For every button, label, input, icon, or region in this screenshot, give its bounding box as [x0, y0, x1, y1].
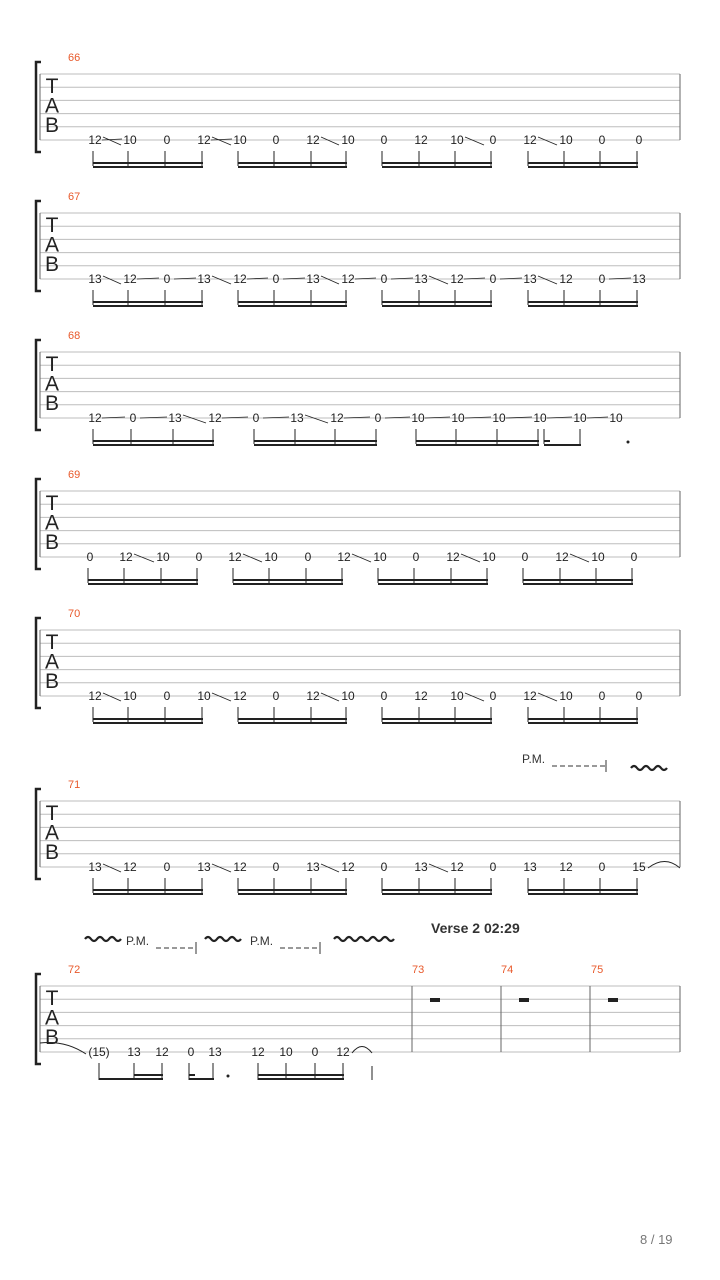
slide-mark: [538, 276, 557, 284]
note-beam: [544, 444, 581, 446]
measure-number: 71: [68, 779, 81, 791]
fret-number: 10: [450, 133, 464, 147]
fret-number: 0: [187, 1045, 195, 1059]
note-beam: [88, 583, 198, 585]
fret-number: 12: [330, 411, 344, 425]
note-beam: [382, 305, 492, 307]
note-beam: [93, 166, 203, 168]
fret-number: 10: [451, 411, 465, 425]
note-beam: [88, 579, 198, 581]
measure-number: 68: [68, 330, 81, 342]
whole-rest: [608, 998, 618, 1002]
note-beam: [382, 889, 492, 891]
note-beam: [528, 722, 638, 724]
fret-number: 13: [88, 272, 102, 286]
fret-number: 13: [523, 272, 537, 286]
whole-rest: [430, 998, 440, 1002]
fret-number: 10: [482, 550, 496, 564]
fret-number: 0: [163, 272, 171, 286]
fret-number: 0: [598, 860, 606, 874]
fret-number: 0: [163, 860, 171, 874]
fret-number: 12: [233, 689, 247, 703]
fret-number: 12: [88, 411, 102, 425]
fret-number: 0: [489, 689, 497, 703]
slide-mark: [183, 415, 206, 423]
note-beam: [134, 1074, 163, 1076]
tab-clef-letter: T: [45, 631, 59, 654]
note-beam: [382, 162, 492, 164]
section-marker: Verse 2 02:29: [431, 920, 520, 936]
fret-number: 0: [489, 272, 497, 286]
fret-number: 10: [123, 133, 137, 147]
note-beam: [382, 893, 492, 895]
fret-number: 0: [252, 411, 260, 425]
note-beam: [528, 889, 638, 891]
fret-number: 12: [119, 550, 133, 564]
note-beam: [378, 579, 488, 581]
fret-number: 12: [155, 1045, 169, 1059]
slide-mark: [429, 864, 448, 872]
fret-number: 10: [609, 411, 623, 425]
note-beam: [189, 1078, 214, 1080]
measure-number: 74: [501, 964, 514, 976]
measure-number: 75: [591, 964, 604, 976]
tab-clef-letter: A: [44, 511, 60, 535]
fret-number: 0: [380, 860, 388, 874]
slide-mark: [212, 864, 231, 872]
palm-mute-label: P.M.: [522, 752, 546, 766]
fret-number: 12: [414, 689, 428, 703]
fret-number: 12: [336, 1045, 350, 1059]
slide-mark: [212, 693, 231, 701]
vibrato-mark: [85, 937, 121, 941]
note-beam: [238, 722, 347, 724]
tab-system: [36, 191, 680, 307]
note-beam: [416, 444, 539, 446]
palm-mute-label: P.M.: [126, 934, 150, 948]
tab-clef-letter: T: [45, 214, 59, 237]
tab-clef-letter: A: [44, 372, 60, 396]
fret-number: 0: [272, 860, 280, 874]
fret-number: 12: [450, 860, 464, 874]
tab-clef-letter: B: [44, 841, 60, 864]
fret-number: 12: [88, 689, 102, 703]
fret-number: 0: [129, 411, 137, 425]
fret-number: 0: [598, 272, 606, 286]
fret-number: 12: [523, 133, 537, 147]
note-beam: [523, 583, 633, 585]
note-beam: [93, 718, 203, 720]
fret-number: 10: [492, 411, 506, 425]
fret-number: 12: [414, 133, 428, 147]
slide-mark: [461, 554, 480, 562]
fret-number: 0: [272, 272, 280, 286]
vibrato-mark: [334, 937, 394, 941]
tab-clef-letter: T: [45, 75, 59, 98]
fret-number: 12: [341, 860, 355, 874]
note-beam: [528, 893, 638, 895]
slide-mark: [103, 864, 121, 872]
fret-number: 13: [127, 1045, 141, 1059]
measure-number: 66: [68, 52, 81, 64]
note-beam: [382, 166, 492, 168]
tab-clef-letter: B: [44, 670, 60, 693]
tab-clef-letter: T: [45, 492, 59, 515]
tab-clef-letter: B: [44, 1026, 60, 1049]
slide-mark: [243, 554, 262, 562]
fret-number: 12: [197, 133, 211, 147]
fret-number: 12: [233, 272, 247, 286]
fret-number: 0: [304, 550, 312, 564]
fret-number: 12: [208, 411, 222, 425]
fret-number: 10: [341, 689, 355, 703]
note-beam: [528, 162, 638, 164]
fret-number: 10: [123, 689, 137, 703]
note-beam: [238, 162, 347, 164]
slide-mark: [570, 554, 589, 562]
fret-number: 13: [168, 411, 182, 425]
fret-number: 10: [279, 1045, 293, 1059]
slide-mark: [321, 276, 339, 284]
note-beam: [544, 440, 550, 442]
fret-number: 12: [337, 550, 351, 564]
fret-number: 10: [573, 411, 587, 425]
slide-mark: [103, 137, 121, 145]
fret-number: 10: [591, 550, 605, 564]
fret-number: 13: [523, 860, 537, 874]
note-beam: [238, 301, 347, 303]
note-beam: [238, 305, 347, 307]
tab-system: [36, 52, 680, 168]
tab-clef-letter: A: [44, 821, 60, 845]
note-beam: [233, 579, 343, 581]
slide-mark: [212, 137, 231, 145]
slide-mark: [429, 276, 448, 284]
note-beam: [382, 718, 492, 720]
note-beam: [99, 1078, 163, 1080]
slide-mark: [321, 137, 339, 145]
fret-number: 13: [414, 272, 428, 286]
fret-number: 10: [411, 411, 425, 425]
vibrato-mark: [205, 937, 241, 941]
slide-mark: [465, 137, 484, 145]
note-beam: [93, 440, 214, 442]
note-beam: [238, 718, 347, 720]
whole-rest: [519, 998, 529, 1002]
slide-mark: [352, 554, 371, 562]
tab-clef-letter: T: [45, 802, 59, 825]
note-beam: [528, 718, 638, 720]
tab-clef-letter: A: [44, 1006, 60, 1030]
fret-number: 13: [306, 860, 320, 874]
note-beam: [93, 893, 203, 895]
tab-system: [36, 779, 680, 895]
slide-mark: [321, 693, 339, 701]
fret-number: 10: [341, 133, 355, 147]
fret-number: 12: [228, 550, 242, 564]
fret-number: 13: [414, 860, 428, 874]
note-beam: [523, 579, 633, 581]
tab-clef-letter: B: [44, 531, 60, 554]
slide-mark: [538, 693, 557, 701]
fret-number: 13: [197, 860, 211, 874]
tab-clef-letter: A: [44, 94, 60, 118]
note-beam: [93, 301, 203, 303]
fret-number: 10: [233, 133, 247, 147]
tab-system: [36, 964, 680, 1080]
note-beam: [382, 301, 492, 303]
fret-number: 12: [341, 272, 355, 286]
fret-number: 10: [559, 689, 573, 703]
fret-number: 0: [412, 550, 420, 564]
palm-mute-label: P.M.: [250, 934, 274, 948]
palm-mute: [126, 934, 196, 954]
fret-number: 12: [233, 860, 247, 874]
measure-number: 69: [68, 469, 81, 481]
tab-system: [36, 469, 680, 585]
slide-mark: [134, 554, 154, 562]
note-beam: [416, 440, 539, 442]
note-beam: [233, 583, 343, 585]
fret-number: 0: [598, 133, 606, 147]
note-beam: [528, 301, 638, 303]
tab-clef-letter: B: [44, 392, 60, 415]
note-beam: [93, 162, 203, 164]
fret-number: 15: [632, 860, 646, 874]
fret-number: 0: [489, 133, 497, 147]
fret-number: 13: [88, 860, 102, 874]
fret-number: 12: [559, 272, 573, 286]
fret-number: 12: [306, 689, 320, 703]
measure-number: 73: [412, 964, 425, 976]
fret-number: 12: [306, 133, 320, 147]
note-beam: [93, 305, 203, 307]
fret-number: 13: [306, 272, 320, 286]
measure-number: 70: [68, 608, 81, 620]
note-beam: [254, 444, 377, 446]
note-beam: [93, 722, 203, 724]
fret-number: 0: [521, 550, 529, 564]
tab-clef-letter: B: [44, 253, 60, 276]
slide-mark: [103, 276, 121, 284]
slide-mark: [103, 693, 121, 701]
fret-number: 0: [598, 689, 606, 703]
fret-number: 0: [380, 133, 388, 147]
fret-number: 0: [635, 689, 643, 703]
fret-number: 12: [251, 1045, 265, 1059]
tab-clef-letter: A: [44, 233, 60, 257]
note-beam: [378, 583, 488, 585]
fret-number: 0: [86, 550, 94, 564]
tab-clef-letter: A: [44, 650, 60, 674]
dot: [227, 1075, 230, 1078]
fret-number: 12: [123, 860, 137, 874]
slide-mark: [305, 415, 328, 423]
fret-number: 13: [632, 272, 646, 286]
slide-mark: [465, 693, 484, 701]
note-beam: [238, 889, 347, 891]
fret-number: 0: [163, 689, 171, 703]
fret-number: 0: [630, 550, 638, 564]
slide-mark: [321, 864, 339, 872]
note-beam: [93, 889, 203, 891]
tab-system: [36, 330, 680, 446]
tab-clef-letter: B: [44, 114, 60, 137]
fret-number: 12: [123, 272, 137, 286]
palm-mute: [522, 752, 606, 772]
note-beam: [93, 444, 214, 446]
note-beam: [238, 893, 347, 895]
note-beam: [528, 305, 638, 307]
note-beam: [258, 1078, 344, 1080]
tab-clef-letter: T: [45, 987, 59, 1010]
measure-number: 72: [68, 964, 81, 976]
fret-number: 0: [635, 133, 643, 147]
fret-number: 13: [208, 1045, 222, 1059]
fret-number: 0: [311, 1045, 319, 1059]
dot: [627, 441, 630, 444]
fret-number: 0: [195, 550, 203, 564]
tab-clef-letter: T: [45, 353, 59, 376]
fret-number: 0: [380, 272, 388, 286]
fret-number: 12: [88, 133, 102, 147]
palm-mute: [250, 934, 320, 954]
vibrato-mark: [631, 766, 667, 770]
fret-number: 12: [523, 689, 537, 703]
fret-number: 0: [380, 689, 388, 703]
fret-number: 12: [559, 860, 573, 874]
fret-number: 0: [489, 860, 497, 874]
note-beam: [528, 166, 638, 168]
fret-number: 10: [264, 550, 278, 564]
slide-mark: [212, 276, 231, 284]
note-beam: [238, 166, 347, 168]
fret-number: 0: [272, 689, 280, 703]
fret-number: 10: [450, 689, 464, 703]
slide-mark: [538, 137, 557, 145]
note-beam: [382, 722, 492, 724]
fret-number: 10: [373, 550, 387, 564]
fret-number: 12: [555, 550, 569, 564]
fret-number: 13: [197, 272, 211, 286]
fret-number: 0: [374, 411, 382, 425]
note-beam: [254, 440, 377, 442]
fret-number: 10: [156, 550, 170, 564]
fret-number: (15): [88, 1045, 110, 1059]
fret-number: 12: [446, 550, 460, 564]
note-beam: [189, 1074, 195, 1076]
fret-number: 10: [533, 411, 547, 425]
fret-number: 12: [450, 272, 464, 286]
note-beam: [258, 1074, 344, 1076]
page-number: 8 / 19: [640, 1232, 673, 1247]
fret-number: 10: [559, 133, 573, 147]
measure-number: 67: [68, 191, 81, 203]
fret-number: 0: [272, 133, 280, 147]
fret-number: 13: [290, 411, 304, 425]
fret-number: 10: [197, 689, 211, 703]
fret-number: 0: [163, 133, 171, 147]
tab-system: [36, 608, 680, 724]
